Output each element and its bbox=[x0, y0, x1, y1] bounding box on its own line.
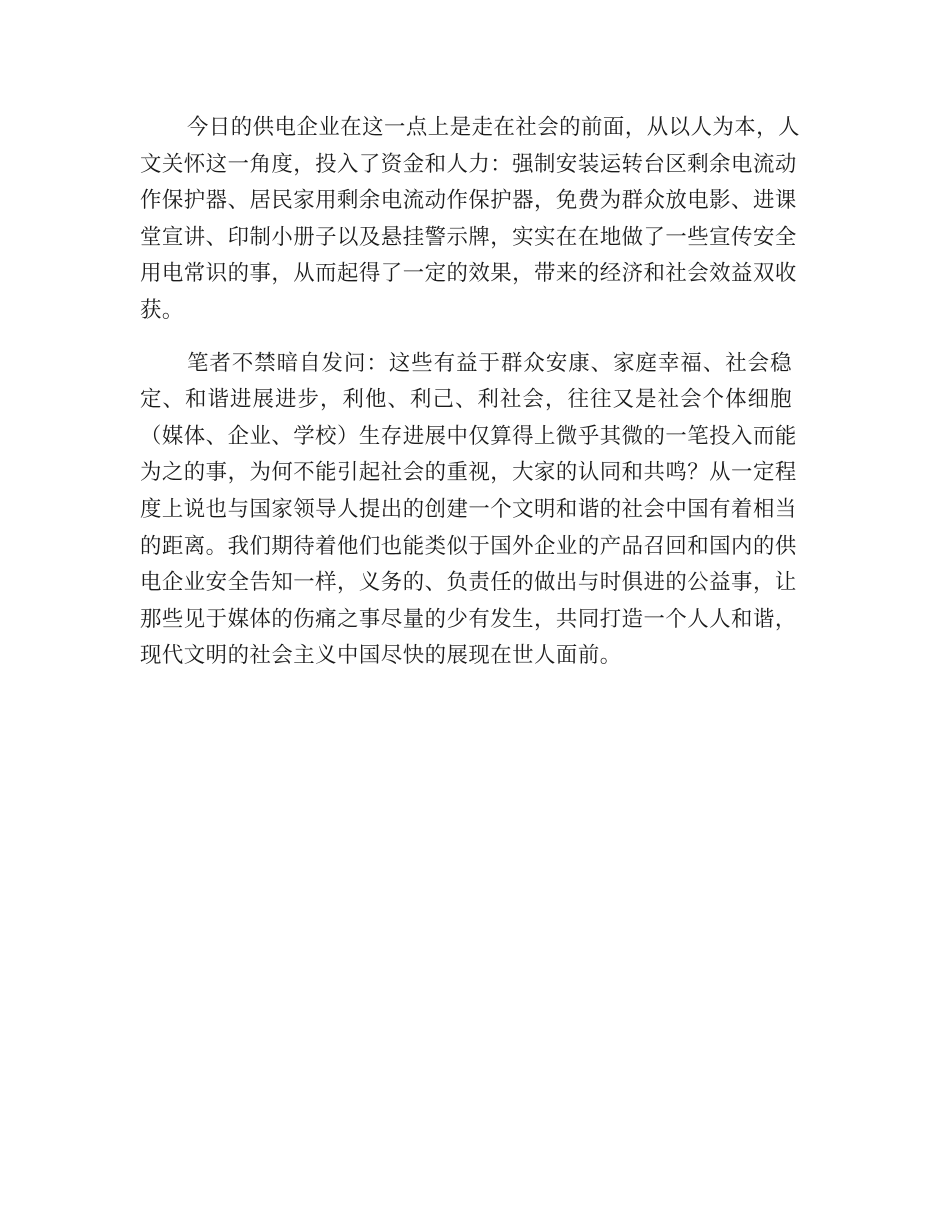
paragraph-line: 文关怀这一角度，投入了资金和人力：强制安装运转台区剩余电流动 bbox=[140, 151, 797, 177]
paragraph-line: 现代文明的社会主义中国尽快的展现在世人面前。 bbox=[140, 643, 622, 669]
paragraph-line: 今日的供电企业在这一点上是走在社会的前面，从以人为本，人 bbox=[187, 115, 800, 140]
paragraph-2 bbox=[140, 346, 797, 675]
paragraph-line: 获。 bbox=[140, 297, 184, 323]
paragraph-line: 定、和谐进展进步，利他、利己、利社会，往往又是社会个体细胞 bbox=[140, 387, 792, 413]
document-body bbox=[140, 110, 800, 691]
paragraph-line: 的距离。我们期待着他们也能类似于国外企业的产品召回和国内的供 bbox=[140, 533, 797, 559]
paragraph-line: 笔者不禁暗自发问：这些有益于群众安康、家庭幸福、社会稳 bbox=[187, 350, 792, 376]
paragraph-line: 电企业安全告知一样，义务的、负责任的做出与时俱进的公益事，让 bbox=[140, 570, 797, 596]
paragraph-line: 那些见于媒体的伤痛之事尽量的少有发生，共同打造一个人人和谐， bbox=[140, 606, 797, 632]
paragraph-1 bbox=[140, 110, 800, 330]
paragraph-line: 用电常识的事，从而起得了一定的效果，带来的经济和社会效益双收 bbox=[140, 261, 797, 287]
paragraph-line: 度上说也与国家领导人提出的创建一个文明和谐的社会中国有着相当 bbox=[140, 496, 797, 522]
paragraph-line: （媒体、企业、学校）生存进展中仅算得上微乎其微的一笔投入而能 bbox=[140, 423, 797, 449]
paragraph-line: 作保护器、居民家用剩余电流动作保护器，免费为群众放电影、进课 bbox=[140, 188, 797, 214]
paragraph-line: 堂宣讲、印制小册子以及悬挂警示牌，实实在在地做了一些宣传安全 bbox=[140, 224, 797, 250]
paragraph-line: 为之的事，为何不能引起社会的重视，大家的认同和共鸣？从一定程 bbox=[140, 460, 797, 486]
